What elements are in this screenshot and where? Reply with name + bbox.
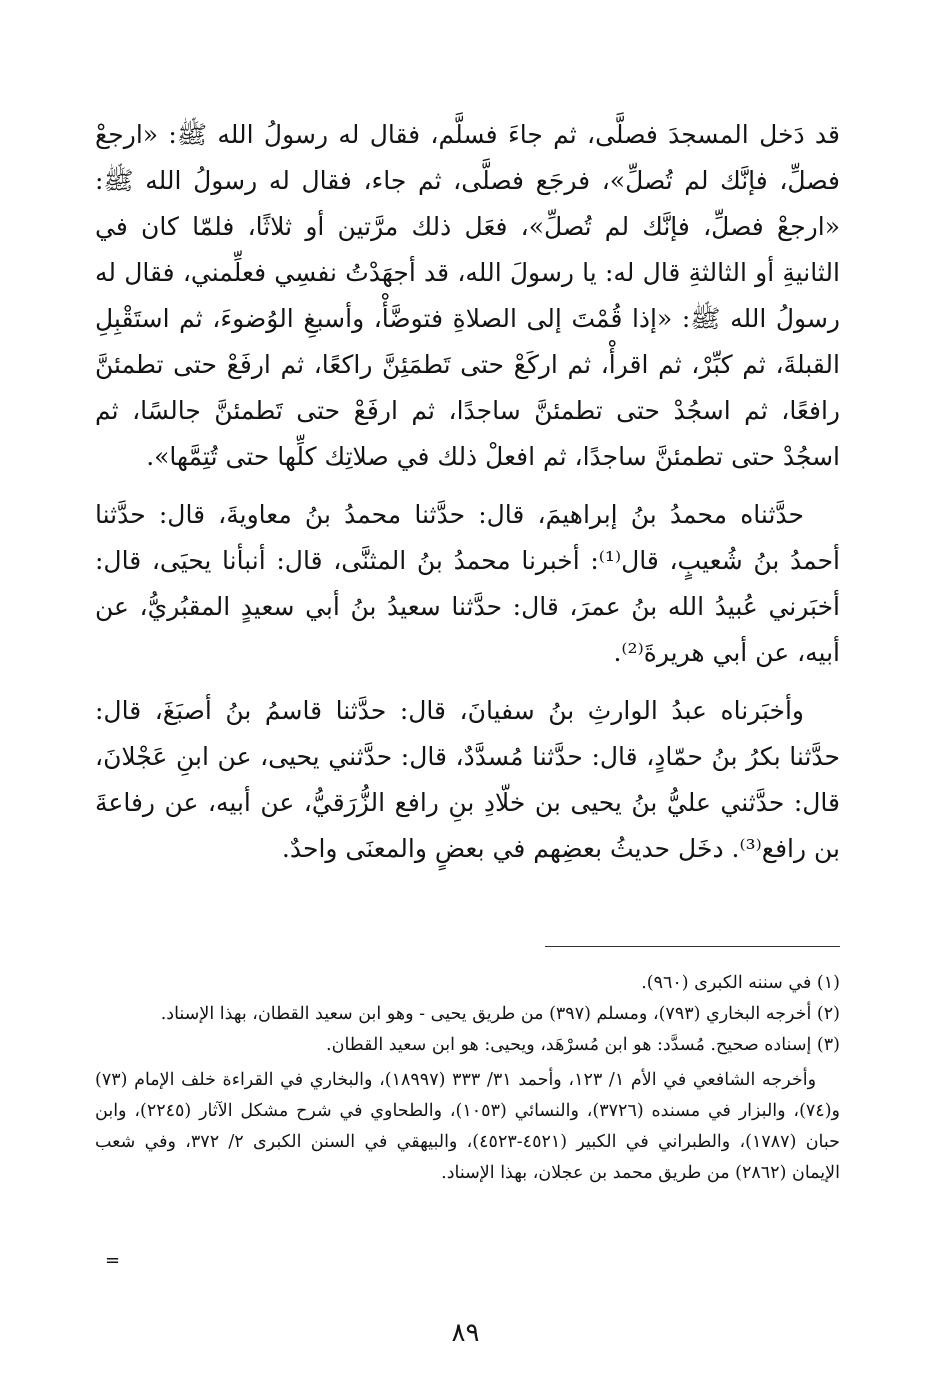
footnote-2: (٢) أخرجه البخاري (٧٩٣)، ومسلم (٣٩٧) من طريق يحيى - وهو ابن سعيد القطان، بهذا الإسناد. [160, 1004, 840, 1024]
page-number: ٨٩ [451, 1318, 480, 1348]
footnote-continue-mark: = [105, 1250, 121, 1271]
paragraph-isnad-second: وأخبَرناه عبدُ الوارثِ بنُ سفيانَ، قال: حدَّثنا قاسمُ بنُ أصبَغَ، قال: حدَّثنا بكرُ بنُ حمّادٍ، قال: حدَّثنا مُسدَّدٌ، قال: حدَّثني يحيى، عن ابنِ عَجْلانَ، قال: حدَّثني عليُّ بنُ يحيى بن خلّادِ بنِ رافع الزُّرَقيُّ، عن أبيه، عن رفاعةَ بن رافع⁽³⁾. دخَل حديثُ بعضِهم في بعضٍ والمعنَى واحدٌ. [95, 696, 840, 863]
main-text [95, 112, 840, 884]
paragraph-hadith-text: قد دَخل المسجدَ فصلَّى، ثم جاءَ فسلَّم، فقال له رسولُ الله ﷺ: «ارجعْ فصلِّ، فإنَّك لم تُصلِّ»، فرجَع فصلَّى، ثم جاء، فقال له رسولُ الله ﷺ: «ارجعْ فصلِّ، فإنَّك لم تُصلِّ»، فعَل ذلك مرَّتين أو ثلاثًا، فلمّا كان في الثانيةِ أو الثالثةِ قال له: يا رسولَ الله، قد أجهَدْتُ نفسِي فعلِّمني، فقال له رسولُ الله ﷺ: «إذا قُمْتَ إلى الصلاةِ فتوضَّأْ، وأسبغِ الوُضوءَ، ثم استَقْبِلِ القبلةَ، ثم كبِّرْ، ثم اقرأْ، ثم اركَعْ حتى تَطمَئِنَّ راكعًا، ثم ارفَعْ حتى تطمئنَّ رافعًا، ثم اسجُدْ حتى تطمئنَّ ساجدًا، ثم ارفَعْ حتى تَطمئنَّ جالسًا، ثم اسجُدْ حتى تطمئنَّ ساجدًا، ثم افعلْ ذلك في صلاتِك كلِّها حتى تُتِمَّها». [95, 120, 840, 471]
footnote-3: (٣) إسناده صحيح. مُسدَّد: هو ابن مُسرْهَد، ويحيى: هو ابن سعيد القطان. [326, 1035, 840, 1055]
footnote-divider [545, 946, 840, 947]
footnotes [95, 968, 840, 1189]
footnote-3-continuation: وأخرجه الشافعي في الأم ١/ ١٢٣، وأحمد ٣١/ ٣٣٣ (١٨٩٩٧)، والبخاري في القراءة خلف الإمام (٧٣) و(٧٤)، والبزار في مسنده (٣٧٢٦)، والنسائي (١٠٥٣)، والطحاوي في شرح مشكل الآثار (٢٢٤٥)، وابن حبان (١٧٨٧)، والطبراني في الكبير (٤٥٢١-٤٥٢٣)، والبيهقي في السنن الكبرى ٢/ ٣٧٢، وفي شعب الإيمان (٢٨٦٢) من طريق محمد بن عجلان، بهذا الإسناد. [95, 1070, 840, 1183]
footnote-1: (١) في سننه الكبرى (٩٦٠). [641, 973, 840, 993]
paragraph-isnad-first: حدَّثناه محمدُ بنُ إبراهيمَ، قال: حدَّثنا محمدُ بنُ معاويةَ، قال: حدَّثنا أحمدُ بنُ شُعيبٍ، قال⁽¹⁾: أخبرنا محمدُ بنُ المثنَّى، قال: أنبأنا يحيَى، قال: أخبَرني عُبيدُ الله بنُ عمرَ، قال: حدَّثنا سعيدُ بنُ أبي سعيدٍ المقبُريُّ، عن أبيه، عن أبي هريرةَ⁽²⁾. [95, 500, 840, 667]
